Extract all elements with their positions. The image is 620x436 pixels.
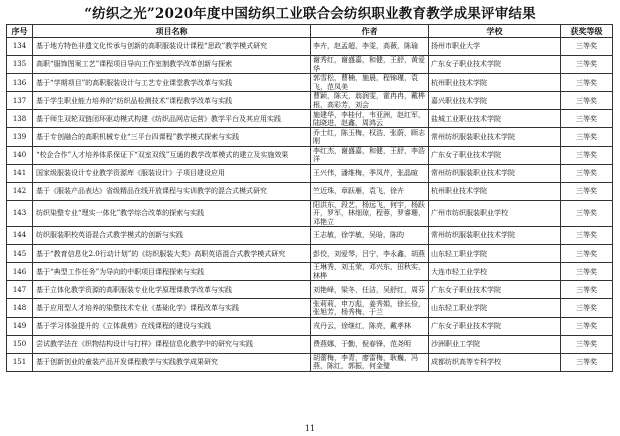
header-authors: 作者 bbox=[311, 25, 429, 38]
row-project-name: 基于学习体验提升的《立体裁剪》在线课程的建设与实践 bbox=[33, 317, 311, 335]
table-row bbox=[7, 182, 613, 200]
table-row bbox=[7, 299, 613, 317]
row-project-name: 基于应用型人才培养的染整技术专业《基础化学》课程改革与实践 bbox=[33, 299, 311, 317]
row-authors: 彭佼，刘爱琴，吕宁，李永鑫，胡燕 bbox=[311, 245, 429, 263]
row-no: 143 bbox=[7, 200, 33, 226]
row-award: 三等奖 bbox=[561, 56, 613, 74]
row-project-name: 基于师生双轮双链闭环驱动模式构建《纺织品网店运营》教学平台及其应用实践 bbox=[33, 110, 311, 128]
row-school: 常州纺织服装职业技术学院 bbox=[429, 164, 561, 182]
row-project-name: 纺织染整专业“理实一体化”教学综合改革的探索与实践 bbox=[33, 200, 311, 226]
row-authors: 王志敏，徐学敏，吴晗，陈昀 bbox=[311, 227, 429, 245]
row-award: 三等奖 bbox=[561, 92, 613, 110]
row-project-name: 基于学生职业能力培养的“纺织品检测技术”课程教学改革与实践 bbox=[33, 92, 311, 110]
row-authors: 施建华，李桂付，韦亚洲，赵红军，陆晓进，赵鑫，周鸿云 bbox=[311, 110, 429, 128]
results-table bbox=[6, 24, 613, 372]
row-no: 136 bbox=[7, 74, 33, 92]
row-award: 三等奖 bbox=[561, 110, 613, 128]
row-award: 三等奖 bbox=[561, 299, 613, 317]
row-project-name: 基于地方特色非遗文化传承与创新的高职服装设计课程“思政”教学模式研究 bbox=[33, 38, 311, 56]
row-project-name: 基于创新创业的童装产品开发课程教学与实践教学成果研究 bbox=[33, 353, 311, 371]
row-award: 三等奖 bbox=[561, 245, 613, 263]
row-no: 135 bbox=[7, 56, 33, 74]
row-school: 常州纺织服装职业技术学院 bbox=[429, 227, 561, 245]
row-no: 145 bbox=[7, 245, 33, 263]
row-school: 广东女子职业技术学院 bbox=[429, 146, 561, 164]
page-title: “纺织之光”2020年度中国纺织工业联合会纺织职业教育教学成果评审结果 bbox=[84, 6, 536, 22]
table-row bbox=[7, 227, 613, 245]
row-school: 广州市纺织服装职业学校 bbox=[429, 200, 561, 226]
table-row bbox=[7, 353, 613, 371]
row-no: 150 bbox=[7, 335, 33, 353]
row-authors: 竺近珠，章跃雁，袁飞，徐卉 bbox=[311, 182, 429, 200]
row-award: 三等奖 bbox=[561, 227, 613, 245]
table-row bbox=[7, 317, 613, 335]
header-award: 获奖等级 bbox=[561, 25, 613, 38]
table-row bbox=[7, 92, 613, 110]
row-project-name: 纺织服装职校英语混合式教学模式的创新与实践 bbox=[33, 227, 311, 245]
row-school: 广东女子职业技术学院 bbox=[429, 56, 561, 74]
row-project-name: 尝试教学法在《织物结构设计与打样》课程信息化教学中的研究与实践 bbox=[33, 335, 311, 353]
row-no: 151 bbox=[7, 353, 33, 371]
table-row bbox=[7, 200, 613, 226]
row-school: 盐城工业职业技术学院 bbox=[429, 110, 561, 128]
row-authors: 阳洪东，段艺，杨远飞，何宇，杨跃开，罗军，林细琼，程蓉，罗睿珊，邓艳立 bbox=[311, 200, 429, 226]
row-authors: 刘艳峰，梁冬，任洁，吴舒红，周芬 bbox=[311, 281, 429, 299]
row-school: 广东女子职业技术学院 bbox=[429, 281, 561, 299]
row-award: 三等奖 bbox=[561, 335, 613, 353]
table-row bbox=[7, 146, 613, 164]
row-school: 大连市轻工业学校 bbox=[429, 263, 561, 281]
row-authors: 李红杰，谢盛嘉，和健，王舒，李浩洋 bbox=[311, 146, 429, 164]
row-authors: 乔士红，陈玉梅，权浩，张蔚，顾志刚 bbox=[311, 128, 429, 146]
row-no: 147 bbox=[7, 281, 33, 299]
table-row bbox=[7, 38, 613, 56]
row-authors: 王琳秀，刘玉荣，邓兴东，田秋实，林桦 bbox=[311, 263, 429, 281]
table-row bbox=[7, 281, 613, 299]
row-project-name: 基于“教育信息化2.0行动计划”的《纺织服装大类》高职英语混合式教学模式研究 bbox=[33, 245, 311, 263]
row-school: 杭州职业技术学院 bbox=[429, 74, 561, 92]
row-project-name: 基于《服装产品表达》省级精品在线开放课程与实训教学的混合式模式研究 bbox=[33, 182, 311, 200]
row-project-name: 国家级服装设计专业教学资源库《服装设计》子项目建设应用 bbox=[33, 164, 311, 182]
table-row bbox=[7, 164, 613, 182]
row-award: 三等奖 bbox=[561, 128, 613, 146]
row-award: 三等奖 bbox=[561, 353, 613, 371]
row-school: 常州纺织服装职业技术学院 bbox=[429, 128, 561, 146]
header-school: 学校 bbox=[429, 25, 561, 38]
row-school: 沙洲职业工学院 bbox=[429, 335, 561, 353]
row-no: 142 bbox=[7, 182, 33, 200]
row-award: 三等奖 bbox=[561, 38, 613, 56]
row-award: 三等奖 bbox=[561, 164, 613, 182]
row-authors: 胡蕾梅，李青，廖雷梅，耿巍，冯燕，陈红，郭振，何金璧 bbox=[311, 353, 429, 371]
row-no: 149 bbox=[7, 317, 33, 335]
row-authors: 费燕娜，于勤，倪春锋，范尧明 bbox=[311, 335, 429, 353]
row-authors: 王兴伟，潘维梅，季凤芹，张晶暄 bbox=[311, 164, 429, 182]
row-award: 三等奖 bbox=[561, 263, 613, 281]
row-no: 137 bbox=[7, 92, 33, 110]
row-school: 扬州市职业大学 bbox=[429, 38, 561, 56]
table-row bbox=[7, 335, 613, 353]
row-no: 140 bbox=[7, 146, 33, 164]
row-award: 三等奖 bbox=[561, 146, 613, 164]
row-project-name: 基于“学期项目”的高职服装设计与工艺专业课堂教学改革与实践 bbox=[33, 74, 311, 92]
row-no: 144 bbox=[7, 227, 33, 245]
row-project-name: 基于专创融合的高职机械专业“三平台四课程”教学模式探索与实践 bbox=[33, 128, 311, 146]
table-row bbox=[7, 263, 613, 281]
row-school: 杭州职业技术学院 bbox=[429, 182, 561, 200]
row-school: 山东轻工职业学院 bbox=[429, 245, 561, 263]
table-row bbox=[7, 110, 613, 128]
row-no: 138 bbox=[7, 110, 33, 128]
row-school: 山东轻工职业学院 bbox=[429, 299, 561, 317]
header-project-name: 项目名称 bbox=[33, 25, 311, 38]
table-row bbox=[7, 128, 613, 146]
table-row bbox=[7, 245, 613, 263]
row-no: 148 bbox=[7, 299, 33, 317]
header-no: 序号 bbox=[7, 25, 33, 38]
row-project-name: 高职“服饰图案工艺”课程项目导向工作室制教学改革创新与探索 bbox=[33, 56, 311, 74]
table-row bbox=[7, 56, 613, 74]
row-no: 139 bbox=[7, 128, 33, 146]
row-school: 广东女子职业技术学院 bbox=[429, 317, 561, 335]
row-authors: 李卉，赵孟超，李雯，高薇，陈瑜 bbox=[311, 38, 429, 56]
row-authors: 曹颖，陈天，翁润雯，霍冉冉，戴桦根，高彩芳，刘会 bbox=[311, 92, 429, 110]
row-authors: 郭雪松，曹楠，施晨，程锦瑾，袁飞，范凤美 bbox=[311, 74, 429, 92]
row-no: 134 bbox=[7, 38, 33, 56]
row-authors: 戎丹云，徐继红，陈亮，戴孝林 bbox=[311, 317, 429, 335]
row-school: 成都纺织高等专科学校 bbox=[429, 353, 561, 371]
row-project-name: 基于“典型工作任务”为导向的中职项目课程探索与实践 bbox=[33, 263, 311, 281]
row-school: 嘉兴职业技术学院 bbox=[429, 92, 561, 110]
row-no: 141 bbox=[7, 164, 33, 182]
table-row bbox=[7, 74, 613, 92]
table-header-row bbox=[7, 25, 613, 38]
row-authors: 张莉莉，申万彪，姜秀娟，徐长俭，张旭芳，杨秀梅，于兰 bbox=[311, 299, 429, 317]
row-award: 三等奖 bbox=[561, 74, 613, 92]
row-award: 三等奖 bbox=[561, 317, 613, 335]
row-award: 三等奖 bbox=[561, 182, 613, 200]
row-award: 三等奖 bbox=[561, 200, 613, 226]
row-authors: 谢秀红，谢盛嘉，和健，王舒，黄爱华 bbox=[311, 56, 429, 74]
row-project-name: “校企合作”人才培养体系保证下“双室双线”互通的教学改革模式的建立及实施效果 bbox=[33, 146, 311, 164]
row-award: 三等奖 bbox=[561, 281, 613, 299]
row-project-name: 基于立体化教学资源的高职服装专业化学原理课教学改革与实践 bbox=[33, 281, 311, 299]
row-no: 146 bbox=[7, 263, 33, 281]
page-number: 11 bbox=[304, 424, 316, 433]
